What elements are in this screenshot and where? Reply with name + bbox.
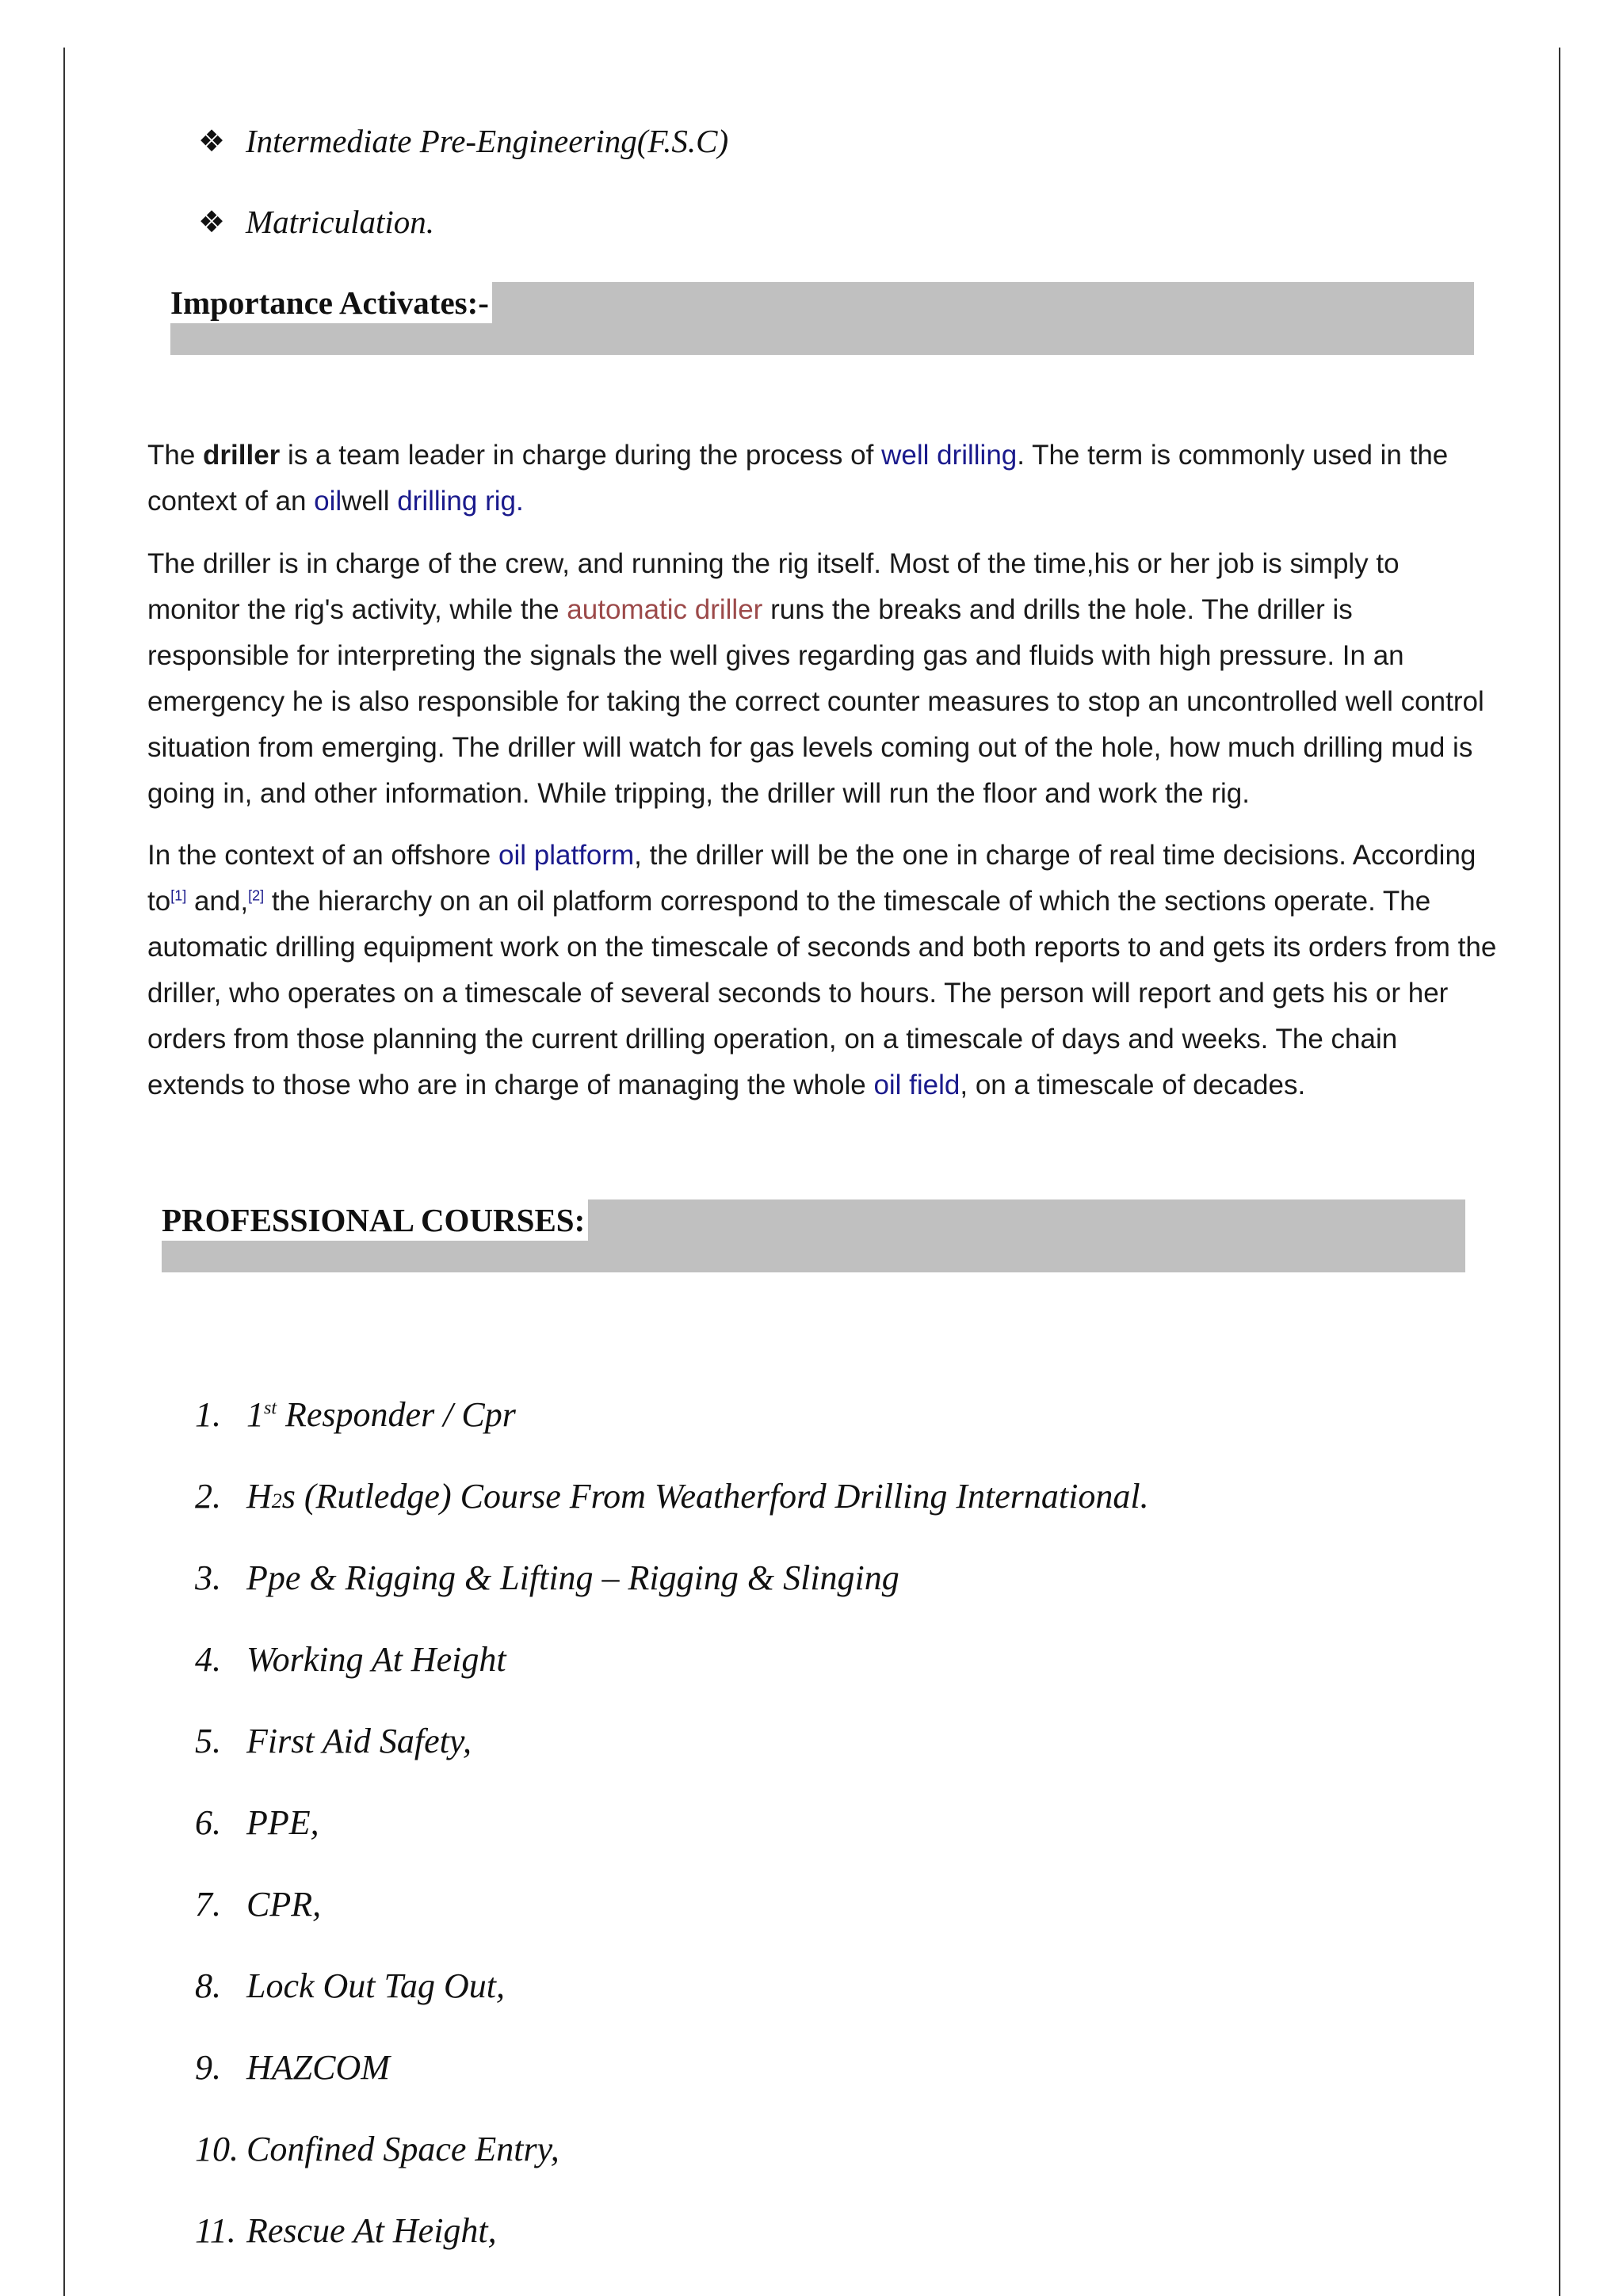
list-item-text	[246, 1394, 516, 1435]
list-item-text: CPR,	[246, 1884, 322, 1924]
text-run: s (Rutledge) Course From Weatherford Drilling International.	[281, 1476, 1149, 1516]
page-border-left	[63, 48, 65, 2296]
text-run: The	[147, 440, 204, 471]
list-item	[195, 2206, 1149, 2254]
link-oil-platform[interactable]: oil platform	[498, 840, 635, 871]
list-item	[195, 1635, 1149, 1683]
list-number: 2.	[195, 1476, 221, 1516]
text-run: , on a timescale of decades.	[960, 1070, 1306, 1100]
list-number: 5.	[195, 1721, 221, 1760]
text-run: Responder / Cpr	[277, 1394, 516, 1434]
education-item-text: Matriculation.	[246, 204, 435, 240]
list-number: 11.	[195, 2210, 236, 2250]
text-run: The driller is in charge of the crew, and running the rig itself. Most of the time,his or her job is simply to monitor the rig's activity, while the	[147, 548, 1400, 625]
list-item	[195, 1880, 1149, 1928]
education-item	[198, 117, 728, 165]
list-number: 9.	[195, 2047, 221, 2087]
list-item	[195, 1962, 1149, 2009]
list-item-text: Rescue At Height,	[246, 2210, 497, 2250]
list-item	[195, 1554, 1149, 1601]
education-item-text: Intermediate Pre-Engineering(F.S.C)	[246, 123, 729, 159]
paragraph-offshore	[147, 833, 1499, 1108]
reference-link[interactable]: [2]	[248, 887, 265, 904]
list-item-text: Confined Space Entry,	[246, 2129, 559, 2168]
section-heading: Importance Activates:-	[170, 282, 492, 323]
paragraph-driller-duties	[147, 541, 1499, 817]
list-item-text: Lock Out Tag Out,	[246, 1966, 505, 2005]
link-drilling-rig[interactable]: drilling rig	[397, 486, 516, 517]
list-number: 6.	[195, 1802, 221, 1842]
list-number: 7.	[195, 1884, 221, 1924]
list-item	[195, 2125, 1149, 2172]
education-list	[198, 117, 728, 279]
list-number: 1.	[195, 1394, 221, 1434]
text-run: 1	[246, 1394, 264, 1434]
text-run: the hierarchy on an oil platform correspond to the timescale of which the sections operate. The automatic drilling equipment work on the timescale of seconds and both reports to and gets its orders from the driller, who operates on a timescale of several seconds to hours. The person will report and gets his or her orders from those planning the current drilling operation, on a timescale of days and weeks. The chain extends to those who are in charge of managing the whole	[147, 886, 1497, 1100]
text-run: and,	[186, 886, 249, 917]
superscript: st	[264, 1397, 277, 1418]
link-well-drilling[interactable]: well drilling	[881, 440, 1018, 471]
list-number: 10.	[195, 2129, 239, 2168]
list-item	[195, 1798, 1149, 1846]
list-item	[195, 1717, 1149, 1764]
list-item-text: Ppe & Rigging & Lifting – Rigging & Slinging	[246, 1558, 899, 1597]
diamond-bullet-icon: ❖	[198, 204, 226, 239]
section-heading: PROFESSIONAL COURSES:	[162, 1199, 588, 1241]
text-run: runs the breaks and drills the hole. The driller is responsible for interpreting the signals the well gives regarding gas and fluids with high pressure. In an emergency he is also responsible for taking the correct counter measures to stop an uncontrolled well control situation from emerging. The driller will watch for gas levels coming out of the hole, how much drilling mud is going in, and other information. While tripping, the driller will run the floor and work the rig.	[147, 594, 1484, 809]
list-item-text	[246, 1476, 1149, 1516]
text-run: , the driller will be the one in charge of real time decisions. According to	[147, 840, 1476, 917]
text-run: .	[515, 486, 524, 517]
list-item-text: Working At Height	[246, 1639, 506, 1679]
courses-list	[195, 1390, 1149, 2288]
list-item-text: HAZCOM	[246, 2047, 390, 2087]
bold-term: driller	[203, 440, 281, 471]
text-run: . The term is commonly used in the context of an	[147, 440, 1449, 517]
diamond-bullet-icon: ❖	[198, 124, 226, 158]
paragraph-driller-intro	[147, 433, 1499, 524]
list-number: 8.	[195, 1966, 221, 2005]
reference-link[interactable]: [1]	[170, 887, 187, 904]
list-number: 3.	[195, 1558, 221, 1597]
text-run: well	[342, 486, 398, 517]
link-oil[interactable]: oil	[314, 486, 342, 517]
text-run: H	[246, 1476, 272, 1516]
education-item	[198, 198, 728, 246]
page-border-right	[1559, 48, 1560, 2296]
list-item	[195, 1472, 1149, 1520]
text-run: is a team leader in charge during the process of	[280, 440, 882, 471]
list-item-text: First Aid Safety,	[246, 1721, 472, 1760]
text-run: In the context of an offshore	[147, 840, 498, 871]
list-item	[195, 2043, 1149, 2091]
subscript: 2	[271, 1489, 282, 1512]
section-header-importance	[170, 282, 1474, 355]
list-item	[195, 1390, 1149, 1438]
list-number: 4.	[195, 1639, 221, 1679]
list-item-text: PPE,	[246, 1802, 319, 1842]
section-header-courses	[162, 1199, 1465, 1272]
link-automatic-driller[interactable]: automatic driller	[567, 594, 763, 625]
link-oil-field[interactable]: oil field	[873, 1070, 960, 1100]
